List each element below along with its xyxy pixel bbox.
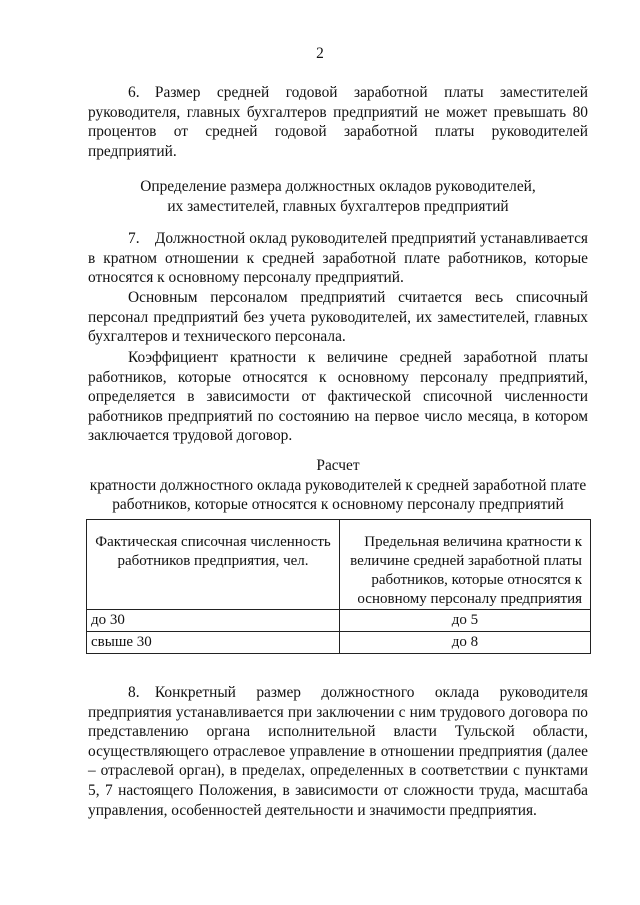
section-heading-line-2: их заместителей, главных бухгалтеров предприятий — [167, 197, 509, 215]
header-cell-headcount: Фактическая списочная численность работников предприятия, чел. — [87, 520, 340, 610]
cell-ratio: до 8 — [340, 632, 591, 654]
cell-headcount: до 30 — [87, 610, 340, 632]
calculation-heading-line-1: Расчет — [316, 457, 360, 474]
paragraph-8: 8. Конкретный размер должностного оклада руководителя предприятия устанавливается при заключении с ним трудового договора по представлению органа исполнительной власти Тульской области, осуществляющего отраслевое управление в отношении предприятия (далее – отраслевой орган), в пределах, определенных в соответствии с пунктами 5, 7 настоящего Положения, в зависимости от сложности труда, масштаба управления, особенностей деятельности и значимости предприятия. — [88, 684, 588, 819]
paragraph-7: 7. Должностной оклад руководителей предприятий устанавливается в кратном отношении к средней заработной плате работников, которые относятся к основному персоналу предприятий. — [88, 230, 588, 287]
section-heading — [88, 177, 588, 216]
ratio-table — [86, 519, 591, 654]
page-number: 2 — [316, 45, 324, 62]
header-cell-ratio: Предельная величина кратности к величине средней заработной платы работников, которые относятся к основному персоналу предприятия — [340, 520, 591, 610]
cell-headcount: свыше 30 — [87, 632, 340, 654]
paragraph-7-main-staff: Основным персоналом предприятий считается весь списочный персонал предприятий без учета руководителей, их заместителей, главных бухгалтеров и технического персонала. — [88, 289, 588, 346]
paragraph-7-coefficient: Коэффициент кратности к величине средней заработной платы работников, которые относятся к основному персоналу предприятий, определяется в зависимости от фактической списочной численности работников предприятий по состоянию на первое число месяца, в котором заключается трудовой договор. — [88, 349, 588, 445]
table-header-row — [87, 520, 591, 610]
section-heading-line-1: Определение размера должностных окладов руководителей, — [140, 178, 536, 195]
paragraph-6: 6. Размер средней годовой заработной платы заместителей руководителя, главных бухгалтеров предприятий не может превышать 80 процентов от средней годовой заработной платы руководителей предприятий. — [88, 84, 588, 160]
calculation-heading-line-2: кратности должностного оклада руководителей к средней заработной плате — [89, 476, 587, 494]
table-row — [87, 610, 591, 632]
calculation-heading-line-3: работников, которые относятся к основному персоналу предприятий — [112, 496, 564, 514]
cell-ratio: до 5 — [340, 610, 591, 632]
table-row — [87, 632, 591, 654]
calculation-heading — [80, 456, 596, 515]
